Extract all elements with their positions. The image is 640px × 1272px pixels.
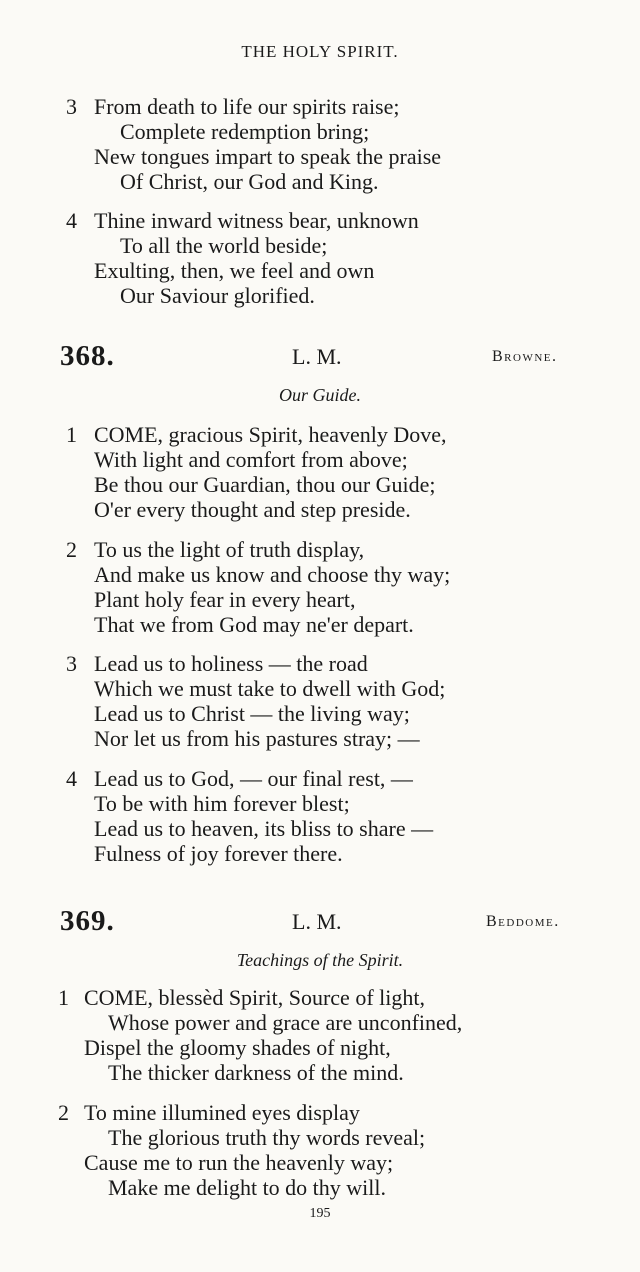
verse-line: Plant holy fear in every heart, (94, 587, 356, 612)
hymn-meter: L. M. (292, 344, 342, 369)
verse-line: New tongues impart to speak the praise (94, 144, 442, 169)
verse-number: 2 (58, 1100, 69, 1125)
verse-line: Of Christ, our God and King. (120, 169, 379, 194)
verse-line: With light and comfort from above; (94, 447, 408, 472)
verse-line: From death to life our spirits raise; (94, 94, 400, 119)
verse-number: 3 (66, 94, 77, 119)
hymn-header (0, 340, 640, 370)
verse-line: The glorious truth thy words reveal; (108, 1125, 426, 1150)
verse-line: Complete redemption bring; (120, 119, 370, 144)
verse-line: Make me delight to do thy will. (108, 1175, 387, 1200)
hymn-title: Our Guide. (279, 385, 361, 405)
verse-line: That we from God may ne'er depart. (94, 612, 414, 637)
hymn-number: 368. (60, 340, 115, 372)
verse-line: Lead us to God, — our final rest, — (94, 766, 413, 791)
verse-number: 4 (66, 208, 77, 233)
verse-line: COME, gracious Spirit, heavenly Dove, (94, 422, 447, 447)
hymn-header (0, 905, 640, 935)
verse-line: Dispel the gloomy shades of night, (84, 1035, 391, 1060)
verse-line: To mine illumined eyes display (84, 1100, 360, 1125)
verse-line: Lead us to Christ — the living way; (94, 701, 410, 726)
verse-line: Thine inward witness bear, unknown (94, 208, 419, 233)
verse-line: Lead us to holiness — the road (94, 651, 368, 676)
verse-line: Cause me to run the heavenly way; (84, 1150, 394, 1175)
verse-line: Lead us to heaven, its bliss to share — (94, 816, 434, 841)
verse-line: Whose power and grace are unconfined, (108, 1010, 463, 1035)
verse-number: 1 (66, 422, 77, 447)
verse-line: COME, blessèd Spirit, Source of light, (84, 985, 425, 1010)
verse-line: To us the light of truth display, (94, 537, 365, 562)
running-head: THE HOLY SPIRIT. (241, 42, 399, 61)
verse-number: 1 (58, 985, 69, 1010)
page-number: 195 (309, 1206, 331, 1221)
verse-number: 3 (66, 651, 77, 676)
verse-line: Fulness of joy forever there. (94, 841, 343, 866)
verse-number: 4 (66, 766, 77, 791)
verse-line: Which we must take to dwell with God; (94, 676, 446, 701)
verse-number: 2 (66, 537, 77, 562)
hymn-author: Beddome. (486, 913, 560, 930)
verse-line: The thicker darkness of the mind. (108, 1060, 404, 1085)
hymn-meter: L. M. (292, 909, 342, 934)
verse-line: To all the world beside; (120, 233, 328, 258)
verse-line: Be thou our Guardian, thou our Guide; (94, 472, 436, 497)
verse-line: To be with him forever blest; (94, 791, 350, 816)
verse-line: Nor let us from his pastures stray; — (94, 726, 420, 751)
hymn-title: Teachings of the Spirit. (236, 950, 404, 970)
verse-line: And make us know and choose thy way; (94, 562, 451, 587)
hymn-author: Browne. (492, 348, 558, 365)
hymn-number: 369. (60, 905, 115, 937)
verse-line: O'er every thought and step preside. (94, 497, 411, 522)
verse-line: Exulting, then, we feel and own (94, 258, 375, 283)
verse-line: Our Saviour glorified. (120, 283, 315, 308)
